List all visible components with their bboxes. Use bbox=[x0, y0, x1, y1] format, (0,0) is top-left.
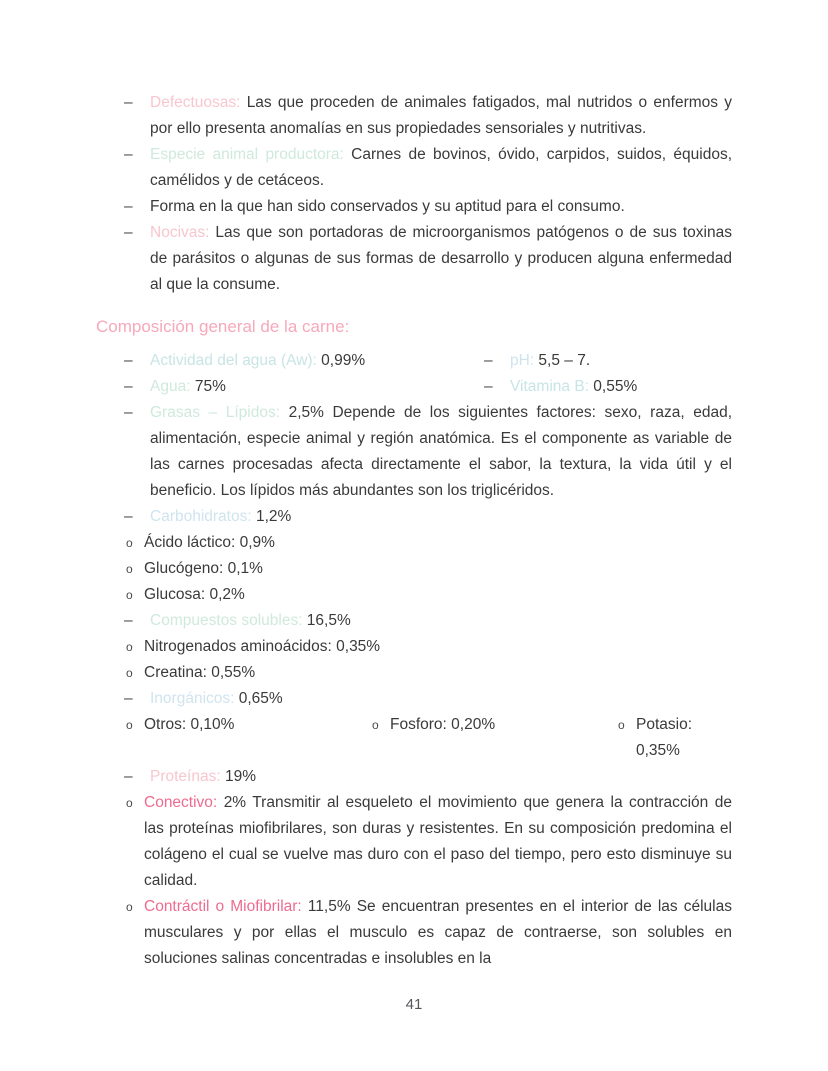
list-item: – Agua: 75% – Vitamina B: 0,55% bbox=[120, 374, 732, 400]
soluble-sublist bbox=[96, 634, 732, 686]
text-grasas-lipidos: 2,5% Depende de los siguientes factores: sexo, raza, edad, alimentación, especie animal y región anatómica. Es el componente as variable de las carnes procesadas afecta directamente el sabor, la textura, la vida útil y el beneficio. Los lípidos más abundantes son los triglicéridos. bbox=[150, 404, 732, 499]
soluble-list bbox=[96, 608, 732, 634]
carbs-sublist bbox=[96, 530, 732, 608]
inorganic-potasio: Potasio: 0,35% bbox=[636, 716, 693, 759]
term-conservacion-text: Forma en la que han sido conservados y su aptitud para el consumo. bbox=[150, 198, 625, 215]
list-item bbox=[120, 764, 732, 790]
term-inorganicos: Inorgánicos: bbox=[150, 690, 235, 707]
value-carbohidratos: 1,2% bbox=[251, 508, 292, 525]
list-item: o Creatina: 0,55% bbox=[126, 660, 732, 686]
term-nocivas-text: Las que son portadoras de microorganismos patógenos o de sus toxinas de parásitos o algunas de sus formas de desarrollo y producen alguna enfermedad al que la consume. bbox=[150, 224, 732, 293]
list-item: o Glucosa: 0,2% bbox=[126, 582, 732, 608]
proteins-sublist bbox=[96, 790, 732, 972]
inorganic-otros: o Otros: 0,10% bbox=[144, 716, 235, 733]
term-carbohidratos: Carbohidratos: bbox=[150, 508, 252, 525]
inorganic-fosforo: Fosforo: 0,20% bbox=[390, 716, 496, 733]
page-number: 41 bbox=[405, 996, 423, 1013]
list-item bbox=[120, 504, 732, 530]
term-nocivas: Nocivas: bbox=[150, 224, 210, 241]
list-item bbox=[120, 400, 732, 504]
value-actividad-agua: 0,99% bbox=[316, 352, 366, 369]
composition-list bbox=[96, 348, 732, 530]
term-defectuosas: Defectuosas: bbox=[150, 94, 241, 111]
term-contractil-miofibrilar: Contráctil o Miofibrilar: bbox=[144, 898, 302, 915]
list-item bbox=[126, 790, 732, 894]
value-proteinas: 19% bbox=[220, 768, 256, 785]
list-item: o Otros: 0,10% o Fosforo: 0,20% o Potasio: 0,35% bbox=[126, 712, 732, 764]
list-item: – Actividad del agua (Aw): 0,99% – pH: 5,5 – 7. bbox=[120, 348, 732, 374]
value-inorganicos: 0,65% bbox=[234, 690, 283, 707]
section-heading: Composición general de la carne: bbox=[96, 317, 350, 336]
list-item bbox=[126, 894, 732, 972]
term-agua: Agua: bbox=[150, 378, 191, 395]
list-item bbox=[120, 686, 732, 712]
value-compuestos-solubles: 16,5% bbox=[302, 612, 351, 629]
page-content bbox=[96, 90, 732, 972]
term-especie-animal: Especie animal productora: bbox=[150, 146, 344, 163]
proteins-list bbox=[96, 764, 732, 790]
term-proteinas: Proteínas: bbox=[150, 768, 221, 785]
list-item: o Nitrogenados aminoácidos: 0,35% bbox=[126, 634, 732, 660]
value-agua: 75% bbox=[190, 378, 226, 395]
value-ph: 5,5 – 7. bbox=[534, 352, 591, 369]
text-conectivo: 2% Transmitir al esqueleto el movimiento que genera la contracción de las proteínas miofibrilares, son duras y resistentes. En su composición predomina el colágeno el cual se vuelve mas duro con el paso del tiempo, pero esto disminuye su calidad. bbox=[144, 794, 732, 889]
list-item: o Glucógeno: 0,1% bbox=[126, 556, 732, 582]
term-especie-animal-text: Carnes de bovinos, óvido, carpidos, suidos, équidos, camélidos y de cetáceos. bbox=[150, 146, 732, 189]
value-vitamina-b: 0,55% bbox=[588, 378, 638, 395]
term-actividad-agua: Actividad del agua (Aw): bbox=[150, 352, 317, 369]
term-grasas-lipidos: Grasas – Lípidos: bbox=[150, 404, 281, 421]
list-item bbox=[120, 194, 732, 220]
list-item bbox=[120, 90, 732, 142]
list-item bbox=[120, 608, 732, 634]
list-item bbox=[120, 220, 732, 298]
inorganic-list bbox=[96, 686, 732, 712]
term-defectuosas-text: Las que proceden de animales fatigados, mal nutridos o enfermos y por ello presenta anomalías en sus propiedades sensoriales y nutritivas. bbox=[150, 94, 732, 137]
characteristics-list bbox=[96, 90, 732, 298]
term-conectivo: Conectivo: bbox=[144, 794, 218, 811]
term-compuestos-solubles: Compuestos solubles: bbox=[150, 612, 303, 629]
text-contractil-miofibrilar: 11,5% Se encuentran presentes en el interior de las células musculares y por ellas el musculo es capaz de contraerse, son solubles en soluciones salinas concentradas e insolubles en la bbox=[144, 898, 732, 967]
inorganic-sublist bbox=[96, 712, 732, 764]
term-ph: pH: bbox=[510, 352, 535, 369]
list-item bbox=[120, 142, 732, 194]
list-item: o Ácido láctico: 0,9% bbox=[126, 530, 732, 556]
term-vitamina-b: Vitamina B: bbox=[510, 378, 589, 395]
